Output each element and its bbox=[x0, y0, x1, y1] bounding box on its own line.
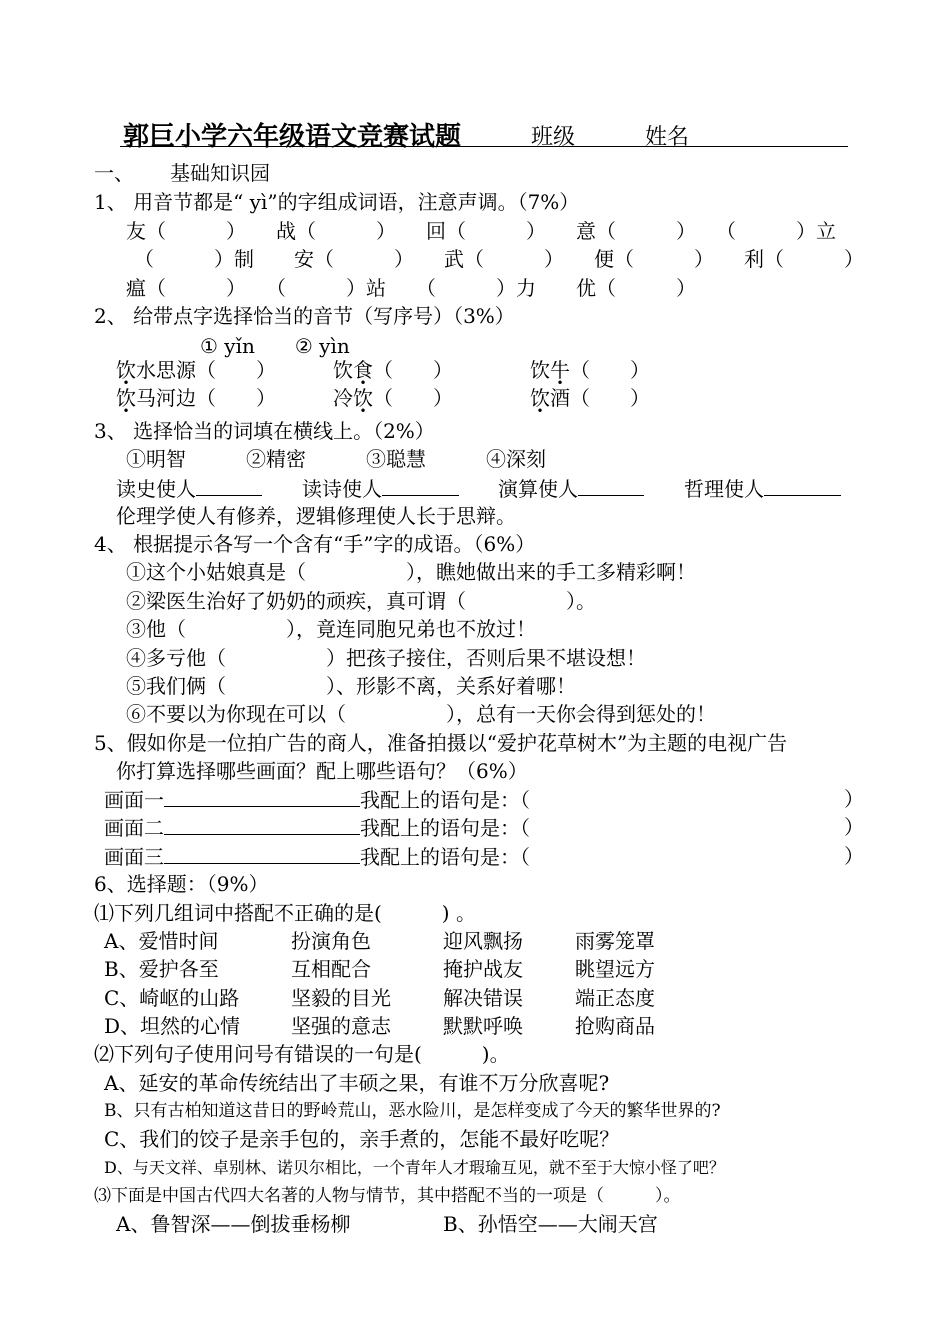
q3-blank-label: 哲理使人 bbox=[684, 477, 764, 501]
close-paren: ） bbox=[844, 787, 864, 811]
q2-item-rest: （ ） bbox=[373, 386, 453, 410]
q3-blank-item bbox=[684, 475, 841, 502]
choice-cell: 解决错误 bbox=[443, 986, 523, 1010]
q2-item bbox=[530, 385, 650, 411]
q6-sub3: ⑶下面是中国古代四大名著的人物与情节，其中搭配不当的一项是（ ）。 bbox=[94, 1186, 681, 1206]
choice-cell: D、坦然的心情 bbox=[104, 1014, 241, 1038]
q2-item bbox=[530, 357, 650, 383]
q5-scene-row bbox=[104, 843, 530, 870]
q2-prompt: 2、 给带点字选择恰当的音节（写序号）（3%） bbox=[94, 304, 515, 328]
q4-item: ⑤我们俩（ ）、形影不离，关系好着哪！ bbox=[126, 674, 576, 698]
q2-char: 冷 bbox=[333, 386, 353, 410]
choice-cell: 扮演角色 bbox=[291, 929, 371, 953]
choice-cell: 抢购商品 bbox=[575, 1014, 655, 1038]
q1-prompt: 1、 用音节都是“ yì”的字组成词语，注意声调。（7%） bbox=[94, 190, 580, 214]
q3-blank-label: 读诗使人 bbox=[302, 477, 382, 501]
choice-cell: 默默呼唤 bbox=[443, 1014, 523, 1038]
close-paren: ） bbox=[844, 844, 864, 868]
q2-item-rest: 马河边（ ） bbox=[136, 386, 276, 410]
q4-item: ⑥不要以为你现在可以（ ），总有一天你会得到惩处的！ bbox=[126, 702, 716, 726]
choice-cell: 雨雾笼罩 bbox=[575, 929, 655, 953]
q6-sub2: ⑵下列句子使用问号有错误的一句是( )。 bbox=[94, 1042, 510, 1066]
q6-prompt: 6、选择题：（9%） bbox=[94, 872, 269, 896]
choice-cell: B、爱护各至 bbox=[104, 957, 219, 981]
choice-sentence: D、与天文祥、卓别林、诺贝尔相比，一个青年人才瑕瑜互见，就不至于大惊小怪了吧？ bbox=[104, 1158, 725, 1177]
page-title: 郭巨小学六年级语文竞赛试题 bbox=[123, 122, 462, 152]
scene-label: 画面二 bbox=[104, 816, 164, 840]
q3-blank-item bbox=[498, 475, 644, 502]
q2-char: 饮 bbox=[530, 358, 550, 382]
caption-label: 我配上的语句是：（ bbox=[360, 845, 530, 869]
choice-item: B、孙悟空——大闹天宫 bbox=[443, 1212, 658, 1236]
q6-sub1: ⑴下列几组词中搭配不正确的是( ) 。 bbox=[94, 901, 476, 925]
q1-row: （ ）制 安（ ） 武（ ） 便（ ） 利（ ） bbox=[134, 247, 864, 271]
dotted-char: 饮 bbox=[530, 386, 550, 410]
dotted-char: 饮 bbox=[116, 358, 136, 382]
q5-prompt: 5、假如你是一位拍广告的商人，准备拍摄以“爱护花草树木”为主题的电视广告 bbox=[94, 731, 788, 755]
caption-label: 我配上的语句是：（ bbox=[360, 816, 530, 840]
q5-scene-row bbox=[104, 786, 530, 813]
answer-blank[interactable] bbox=[578, 475, 644, 496]
choice-item: A、鲁智深——倒拔垂杨柳 bbox=[116, 1212, 351, 1236]
q2-item bbox=[333, 357, 453, 383]
scene-label: 画面三 bbox=[104, 845, 164, 869]
q4-item: ④多亏他（ ）把孩子接住，否则后果不堪设想！ bbox=[126, 646, 646, 670]
dotted-char: 饮 bbox=[353, 386, 373, 410]
choice-cell: 掩护战友 bbox=[443, 957, 523, 981]
q4-prompt: 4、 根据提示各写一个含有“手”字的成语。（6%） bbox=[94, 532, 536, 556]
answer-blank[interactable] bbox=[196, 475, 262, 496]
q3-blank-item bbox=[116, 475, 262, 502]
choice-cell: 坚强的意志 bbox=[291, 1014, 391, 1038]
class-label: 班级 bbox=[531, 125, 576, 150]
scene-label: 画面一 bbox=[104, 788, 164, 812]
q2-item-rest: （ ） bbox=[570, 358, 650, 382]
q3-blank-item bbox=[302, 475, 459, 502]
choice-cell: 端正态度 bbox=[575, 986, 655, 1010]
choice-cell: 眺望远方 bbox=[575, 957, 655, 981]
choice-cell: 互相配合 bbox=[291, 957, 371, 981]
q2-item bbox=[116, 385, 276, 411]
q2-item-rest: 酒（ ） bbox=[550, 386, 650, 410]
answer-blank[interactable] bbox=[764, 475, 841, 496]
q5-scene-row bbox=[104, 814, 530, 841]
name-label: 姓名 bbox=[645, 125, 690, 150]
q4-item: ①这个小姑娘真是（ ），瞧她做出来的手工多精彩啊！ bbox=[126, 560, 696, 584]
q4-item: ③他（ ），竟连同胞兄弟也不放过！ bbox=[126, 617, 536, 641]
q5-prompt-cont: 你打算选择哪些画面？配上哪些语句？（6%） bbox=[116, 759, 528, 783]
q1-row: 瘟（ ） （ ）站 （ ）力 优（ ） bbox=[126, 276, 696, 300]
dotted-char: 食 bbox=[353, 358, 373, 382]
scene-blank[interactable] bbox=[164, 814, 360, 835]
q2-item bbox=[116, 357, 276, 383]
choice-sentence: A、延安的革命传统结出了丰硕之果，有谁不万分欣喜呢? bbox=[104, 1071, 610, 1095]
header-underline bbox=[120, 146, 848, 147]
choice-sentence: C、我们的饺子是亲手包的，亲手煮的，怎能不最好吃呢？ bbox=[104, 1127, 620, 1151]
choice-cell: 迎风飘扬 bbox=[443, 929, 523, 953]
dotted-char: 牛 bbox=[550, 358, 570, 382]
choice-cell: 坚毅的目光 bbox=[291, 986, 391, 1010]
close-paren: ） bbox=[844, 815, 864, 839]
scene-blank[interactable] bbox=[164, 786, 360, 807]
answer-blank[interactable] bbox=[382, 475, 459, 496]
dotted-char: 饮 bbox=[116, 386, 136, 410]
q3-blank-label: 读史使人 bbox=[116, 477, 196, 501]
choice-cell: C、崎岖的山路 bbox=[104, 986, 240, 1010]
q1-row: 友（ ） 战（ ） 回（ ） 意（ ） （ ）立 bbox=[126, 219, 836, 243]
q3-prompt: 3、 选择恰当的词填在横线上。（2%） bbox=[94, 419, 435, 443]
choice-sentence: B、只有古柏知道这昔日的野岭荒山，恶水险川，是怎样变成了今天的繁华世界的? bbox=[104, 1101, 721, 1121]
q2-item-rest: （ ） bbox=[373, 358, 453, 382]
q3-blank-label: 演算使人 bbox=[498, 477, 578, 501]
q2-char: 饮 bbox=[333, 358, 353, 382]
scene-blank[interactable] bbox=[164, 843, 360, 864]
q4-item: ②梁医生治好了奶奶的顽疾，真可谓（ ）。 bbox=[126, 589, 596, 613]
choice-cell: A、爱惜时间 bbox=[104, 929, 219, 953]
q3-options: ①明智 ②精密 ③聪慧 ④深刻 bbox=[126, 447, 546, 471]
q2-options: ① yǐn ② yìn bbox=[200, 334, 350, 358]
section-number: 一、 bbox=[94, 161, 134, 185]
q3-sentence: 伦理学使人有修养，逻辑修理使人长于思辩。 bbox=[116, 504, 516, 528]
caption-label: 我配上的语句是：（ bbox=[360, 788, 530, 812]
q2-item bbox=[333, 385, 453, 411]
section-title: 基础知识园 bbox=[170, 161, 270, 185]
q2-item-rest: 水思源（ ） bbox=[136, 358, 276, 382]
